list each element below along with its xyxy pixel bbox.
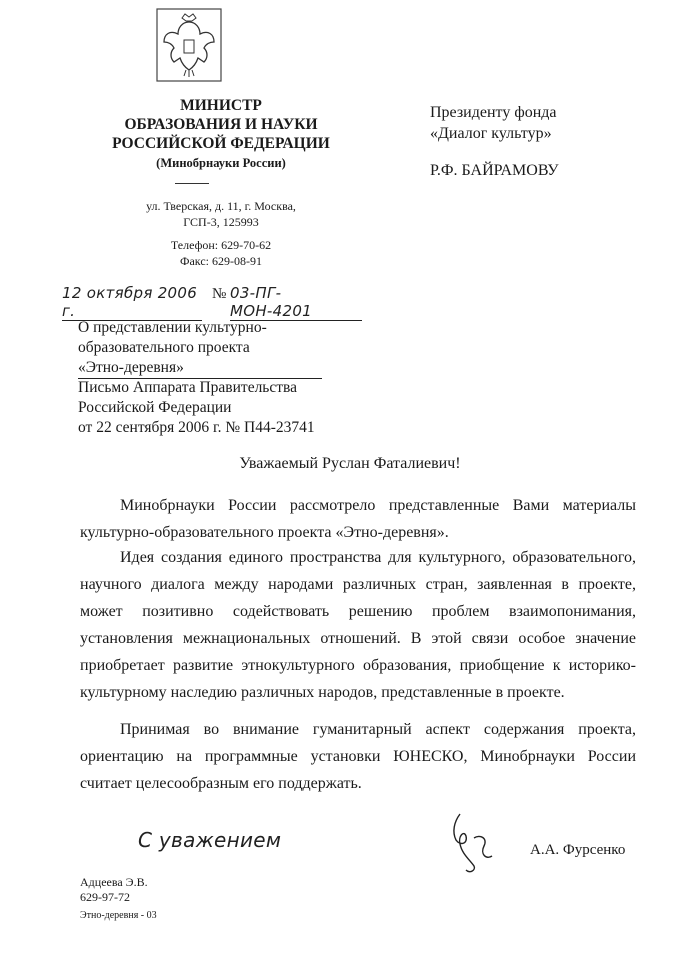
phone: Телефон: 629-70-62 <box>170 238 272 252</box>
subject-line-2: образовательного проекта <box>78 339 250 356</box>
file-reference: Этно-деревня - 03 <box>80 910 157 921</box>
org-line-3: РОССИЙСКОЙ ФЕДЕРАЦИИ <box>112 135 330 152</box>
address-line-2: ГСП-3, 125993 <box>183 215 259 229</box>
org-line-2: ОБРАЗОВАНИЯ И НАУКИ <box>124 116 318 133</box>
registration-number-prefix: № <box>212 286 227 302</box>
subject-line-1: О представлении культурно- <box>78 319 267 336</box>
handwritten-signature-icon <box>440 808 510 878</box>
registration-number: 03-ПГ-МОН-4201 <box>230 284 362 321</box>
closing-handwritten: С уважением <box>138 828 282 852</box>
address-line-1: ул. Тверская, д. 11, г. Москва, <box>146 199 296 213</box>
executor-name: Адцеева Э.В. <box>80 875 148 889</box>
subject-line-4: Письмо Аппарата Правительства <box>78 379 298 396</box>
executor-phone: 629-97-72 <box>80 890 130 904</box>
subject-line-6: от 22 сентября 2006 г. № П44-23741 <box>78 419 315 436</box>
registration-date: 12 октября 2006 г. <box>62 284 202 321</box>
greeting: Уважаемый Руслан Фаталиевич! <box>239 455 461 472</box>
signer-name: А.А. Фурсенко <box>530 842 626 858</box>
double-headed-eagle-emblem-icon <box>156 8 222 82</box>
registration-line <box>62 284 362 320</box>
subject-line-3: «Этно-деревня» <box>78 358 322 379</box>
recipient-line-2: «Диалог культур» <box>430 125 552 142</box>
fax: Факс: 629-08-91 <box>180 254 262 268</box>
org-short-name: (Минобрнауки России) <box>156 156 286 170</box>
body-paragraph-3: Принимая во внимание гуманитарный аспект содержания проекта, ориентацию на программные установки ЮНЕСКО, Минобрнауки России считает целесообразным его поддержать. <box>80 721 636 792</box>
header-divider <box>175 183 209 184</box>
org-line-1: МИНИСТР <box>180 97 262 114</box>
recipient-name: Р.Ф. БАЙРАМОВУ <box>430 162 559 179</box>
recipient-line-1: Президенту фонда <box>430 104 557 121</box>
subject-line-5: Российской Федерации <box>78 399 232 416</box>
body-paragraph-2: Идея создания единого пространства для культурного, образовательного, научного диалога между народами различных стран, заявленная в проекте, может позитивно содействовать решению проблем взаимопонимания, установления межнациональных отношений. В этой связи особое значение приобретает развитие этнокультурного образования, приобщение к историко-культурному наследию различных народов, представленные в проекте. <box>80 549 636 701</box>
body-paragraph-1: Минобрнауки России рассмотрело представленные Вами материалы культурно-образовательного проекта «Этно-деревня». <box>80 497 636 541</box>
